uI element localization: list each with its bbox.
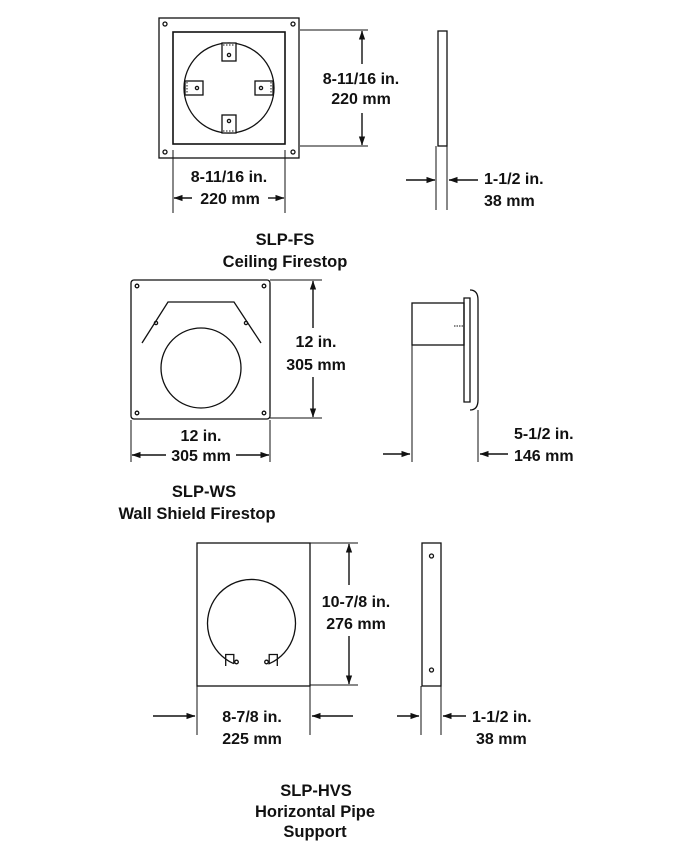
ws-width-inches: 12 in. — [180, 428, 222, 445]
fs-screw-icon — [163, 22, 167, 26]
ws-screw-icon — [135, 284, 139, 288]
ws-screw-icon — [135, 411, 139, 415]
ws-screw-icon — [262, 284, 266, 288]
ws-width-mm: 305 mm — [171, 448, 231, 465]
hvs-side-plate — [422, 543, 441, 686]
fs-width-mm: 220 mm — [200, 191, 260, 208]
fs-side-plate — [438, 31, 447, 146]
hvs-side-hole-icon — [430, 668, 434, 672]
slp-hvs-side-view — [421, 543, 441, 735]
slp-hvs-front-view — [197, 543, 358, 735]
hvs-side-hole-icon — [430, 554, 434, 558]
fs-screw-icon — [163, 150, 167, 154]
hvs-depth-mm: 38 mm — [476, 731, 527, 748]
hvs-product-name-line2: Support — [283, 823, 347, 841]
ws-side-plate — [464, 298, 470, 402]
fs-tab-bottom — [222, 115, 236, 133]
hvs-width-inches: 8-7/8 in. — [222, 709, 282, 726]
hvs-product-name-line1: Horizontal Pipe — [254, 803, 376, 821]
hvs-height-mm: 276 mm — [326, 616, 386, 633]
fs-outer-frame — [159, 18, 299, 158]
hvs-height-inches: 10-7/8 in. — [321, 594, 391, 611]
hvs-width-mm: 225 mm — [222, 731, 282, 748]
fs-product-name: Ceiling Firestop — [222, 253, 348, 271]
fs-width-inches: 8-11/16 in. — [190, 169, 268, 186]
ws-height-mm: 305 mm — [286, 357, 346, 374]
ws-side-flange — [470, 290, 478, 410]
slp-ws-side-view — [412, 290, 478, 462]
ws-width-dimension — [132, 428, 269, 465]
fs-depth-mm: 38 mm — [484, 193, 535, 210]
fs-screw-icon — [291, 150, 295, 154]
hvs-notch-hole-icon — [235, 660, 239, 664]
fs-depth-dimension — [406, 171, 544, 210]
ws-strap-hole-icon — [154, 321, 157, 324]
fs-tab-right — [255, 81, 273, 95]
fs-caption — [223, 231, 348, 271]
ws-height-dimension — [286, 281, 346, 417]
hvs-plate-outline — [197, 543, 310, 686]
fs-width-dimension — [174, 169, 284, 208]
hvs-notch-hole-icon — [265, 660, 269, 664]
hvs-height-dimension — [322, 544, 390, 684]
hvs-caption — [255, 782, 375, 841]
ws-screw-icon — [262, 411, 266, 415]
fs-tab-top — [222, 43, 236, 61]
ws-height-inches: 12 in. — [295, 334, 337, 351]
fs-height-inches: 8-11/16 in. — [322, 71, 400, 88]
slp-fs-side-view — [436, 31, 447, 210]
ws-shield-strap — [142, 302, 261, 343]
fs-screw-icon — [291, 22, 295, 26]
fs-height-mm: 220 mm — [331, 91, 391, 108]
ws-pipe-opening — [161, 328, 241, 408]
ws-side-collar — [412, 303, 464, 345]
fs-tab-left — [185, 81, 203, 95]
fs-height-dimension — [323, 31, 400, 145]
ws-caption — [118, 483, 275, 523]
hvs-pipe-opening — [208, 579, 296, 666]
ws-product-name: Wall Shield Firestop — [118, 505, 276, 523]
hvs-model-name: SLP-HVS — [280, 782, 352, 800]
ws-plate-outline — [131, 280, 270, 419]
ws-depth-inches: 5-1/2 in. — [514, 426, 574, 443]
hvs-depth-inches: 1-1/2 in. — [472, 709, 532, 726]
ws-strap-hole-icon — [244, 321, 247, 324]
fs-model-name: SLP-FS — [255, 231, 315, 249]
fs-depth-inches: 1-1/2 in. — [484, 171, 544, 188]
ws-model-name: SLP-WS — [171, 483, 237, 501]
ws-depth-mm: 146 mm — [514, 448, 574, 465]
hvs-depth-dimension — [397, 709, 532, 748]
hvs-width-dimension — [153, 709, 353, 748]
